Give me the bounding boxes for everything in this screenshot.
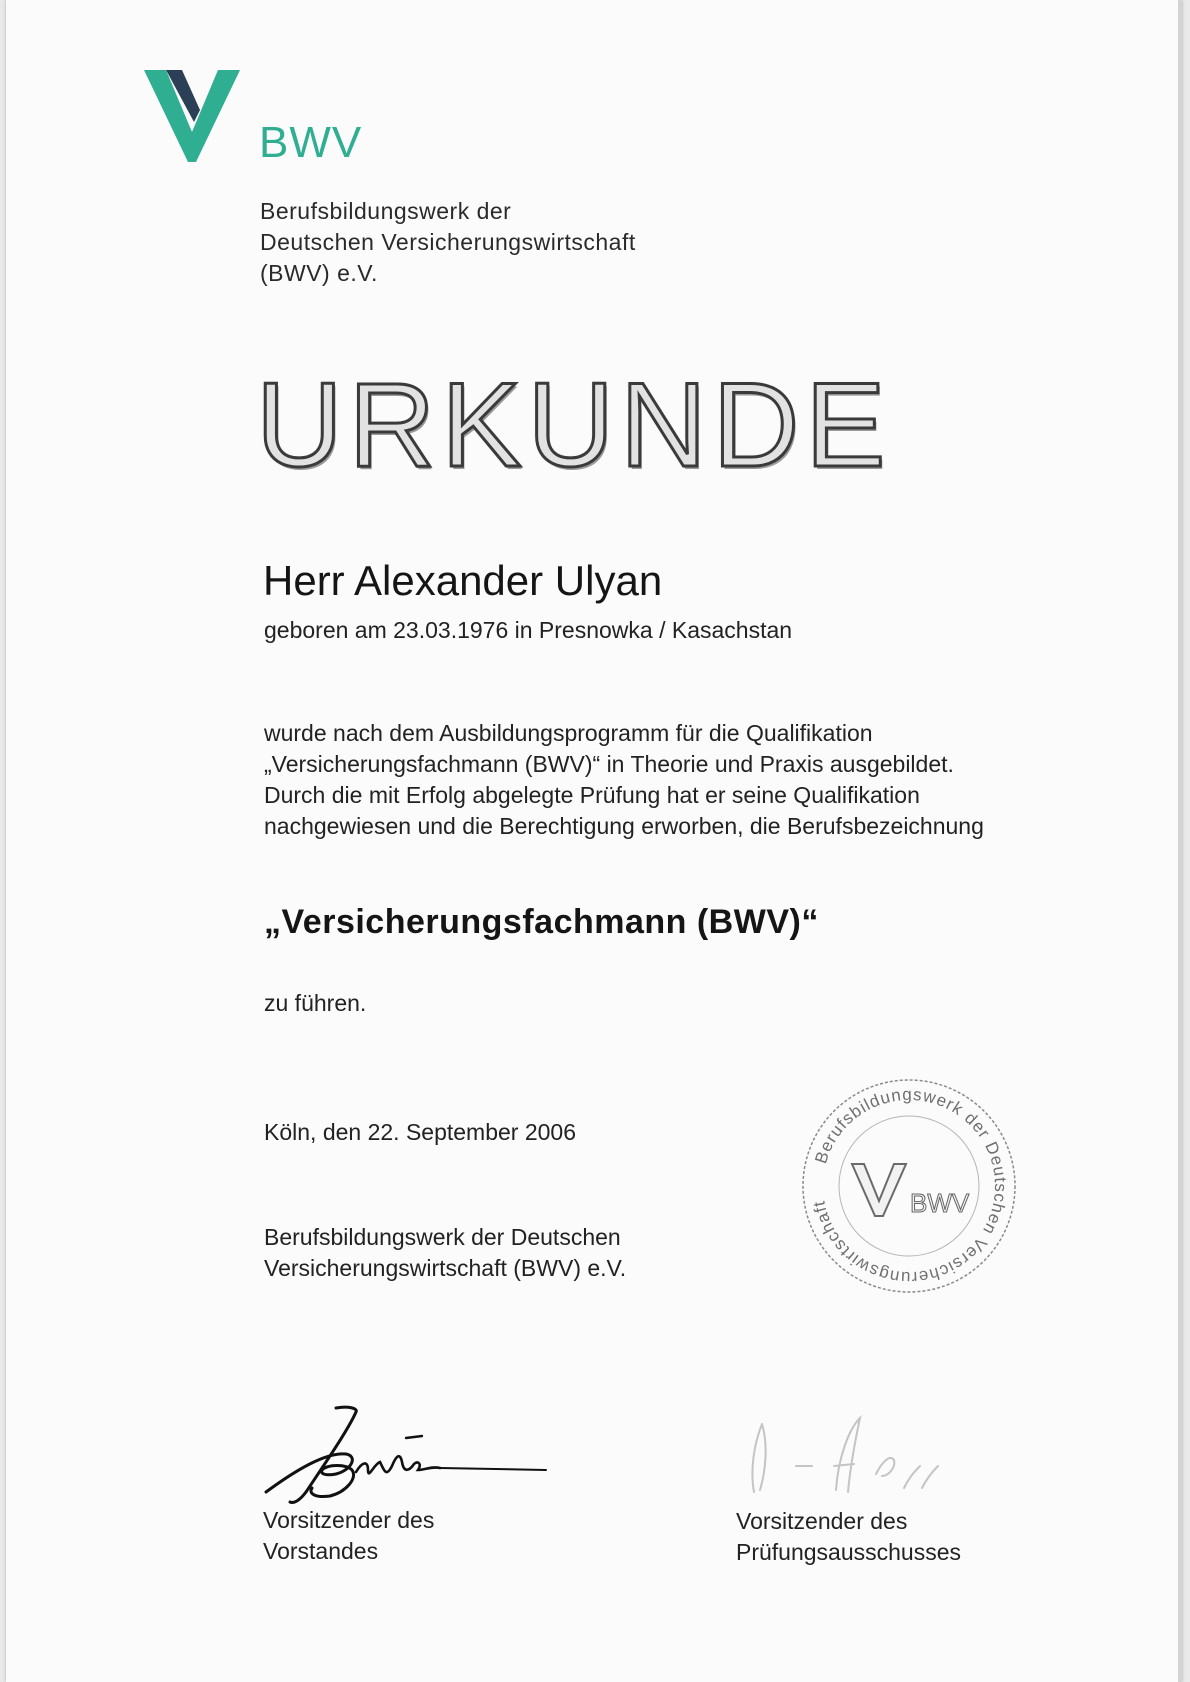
body-line: nachgewiesen und die Berechtigung erworben, die Berufsbezeichnung (264, 813, 984, 839)
seal-ring-text: Berufsbildungswerk der Deutschen Versicherungswirtschaft (809, 1084, 1011, 1288)
issuer-line: Versicherungswirtschaft (BWV) e.V. (264, 1255, 627, 1281)
closing-text: zu führen. (264, 990, 367, 1016)
signatory-title-line: Vorsitzender des (263, 1507, 435, 1533)
certificate-body (264, 718, 984, 842)
organization-header (260, 196, 636, 289)
signatory-title-line: Prüfungsausschusses (736, 1539, 962, 1565)
scan-edge (1178, 0, 1182, 1682)
logo-wordmark: BWV (259, 118, 363, 167)
recipient-name: Herr Alexander Ulyan (263, 557, 663, 604)
signatory-title-line: Vorstandes (263, 1538, 379, 1564)
seal-center-text: BWV (910, 1188, 970, 1218)
body-line: Durch die mit Erfolg abgelegte Prüfung hat er seine Qualifikation (264, 782, 920, 808)
organization-line: (BWV) e.V. (260, 260, 378, 286)
signatory-title-line: Vorsitzender des (736, 1508, 908, 1534)
qualification-title: „Versicherungsfachmann (BWV)“ (264, 903, 819, 941)
signatory-title-chairman (263, 1505, 434, 1567)
signatory-title-examiner (736, 1506, 961, 1568)
birth-details: geboren am 23.03.1976 in Presnowka / Kasachstan (264, 617, 793, 643)
body-line: „Versicherungsfachmann (BWV)“ in Theorie und Praxis ausgebildet. (264, 751, 954, 777)
certificate-page (6, 0, 1182, 1682)
embossed-seal-icon (794, 1076, 1024, 1296)
place-and-date: Köln, den 22. September 2006 (264, 1119, 577, 1145)
bwv-logo-icon (144, 70, 240, 162)
issuer-block (264, 1222, 626, 1284)
document-title: URKUNDE (256, 358, 892, 492)
body-line: wurde nach dem Ausbildungsprogramm für die Qualifikation (264, 720, 873, 746)
examiner-signature-icon (726, 1400, 966, 1520)
organization-line: Deutschen Versicherungswirtschaft (260, 229, 636, 255)
organization-line: Berufsbildungswerk der (260, 198, 512, 224)
issuer-line: Berufsbildungswerk der Deutschen (264, 1224, 621, 1250)
